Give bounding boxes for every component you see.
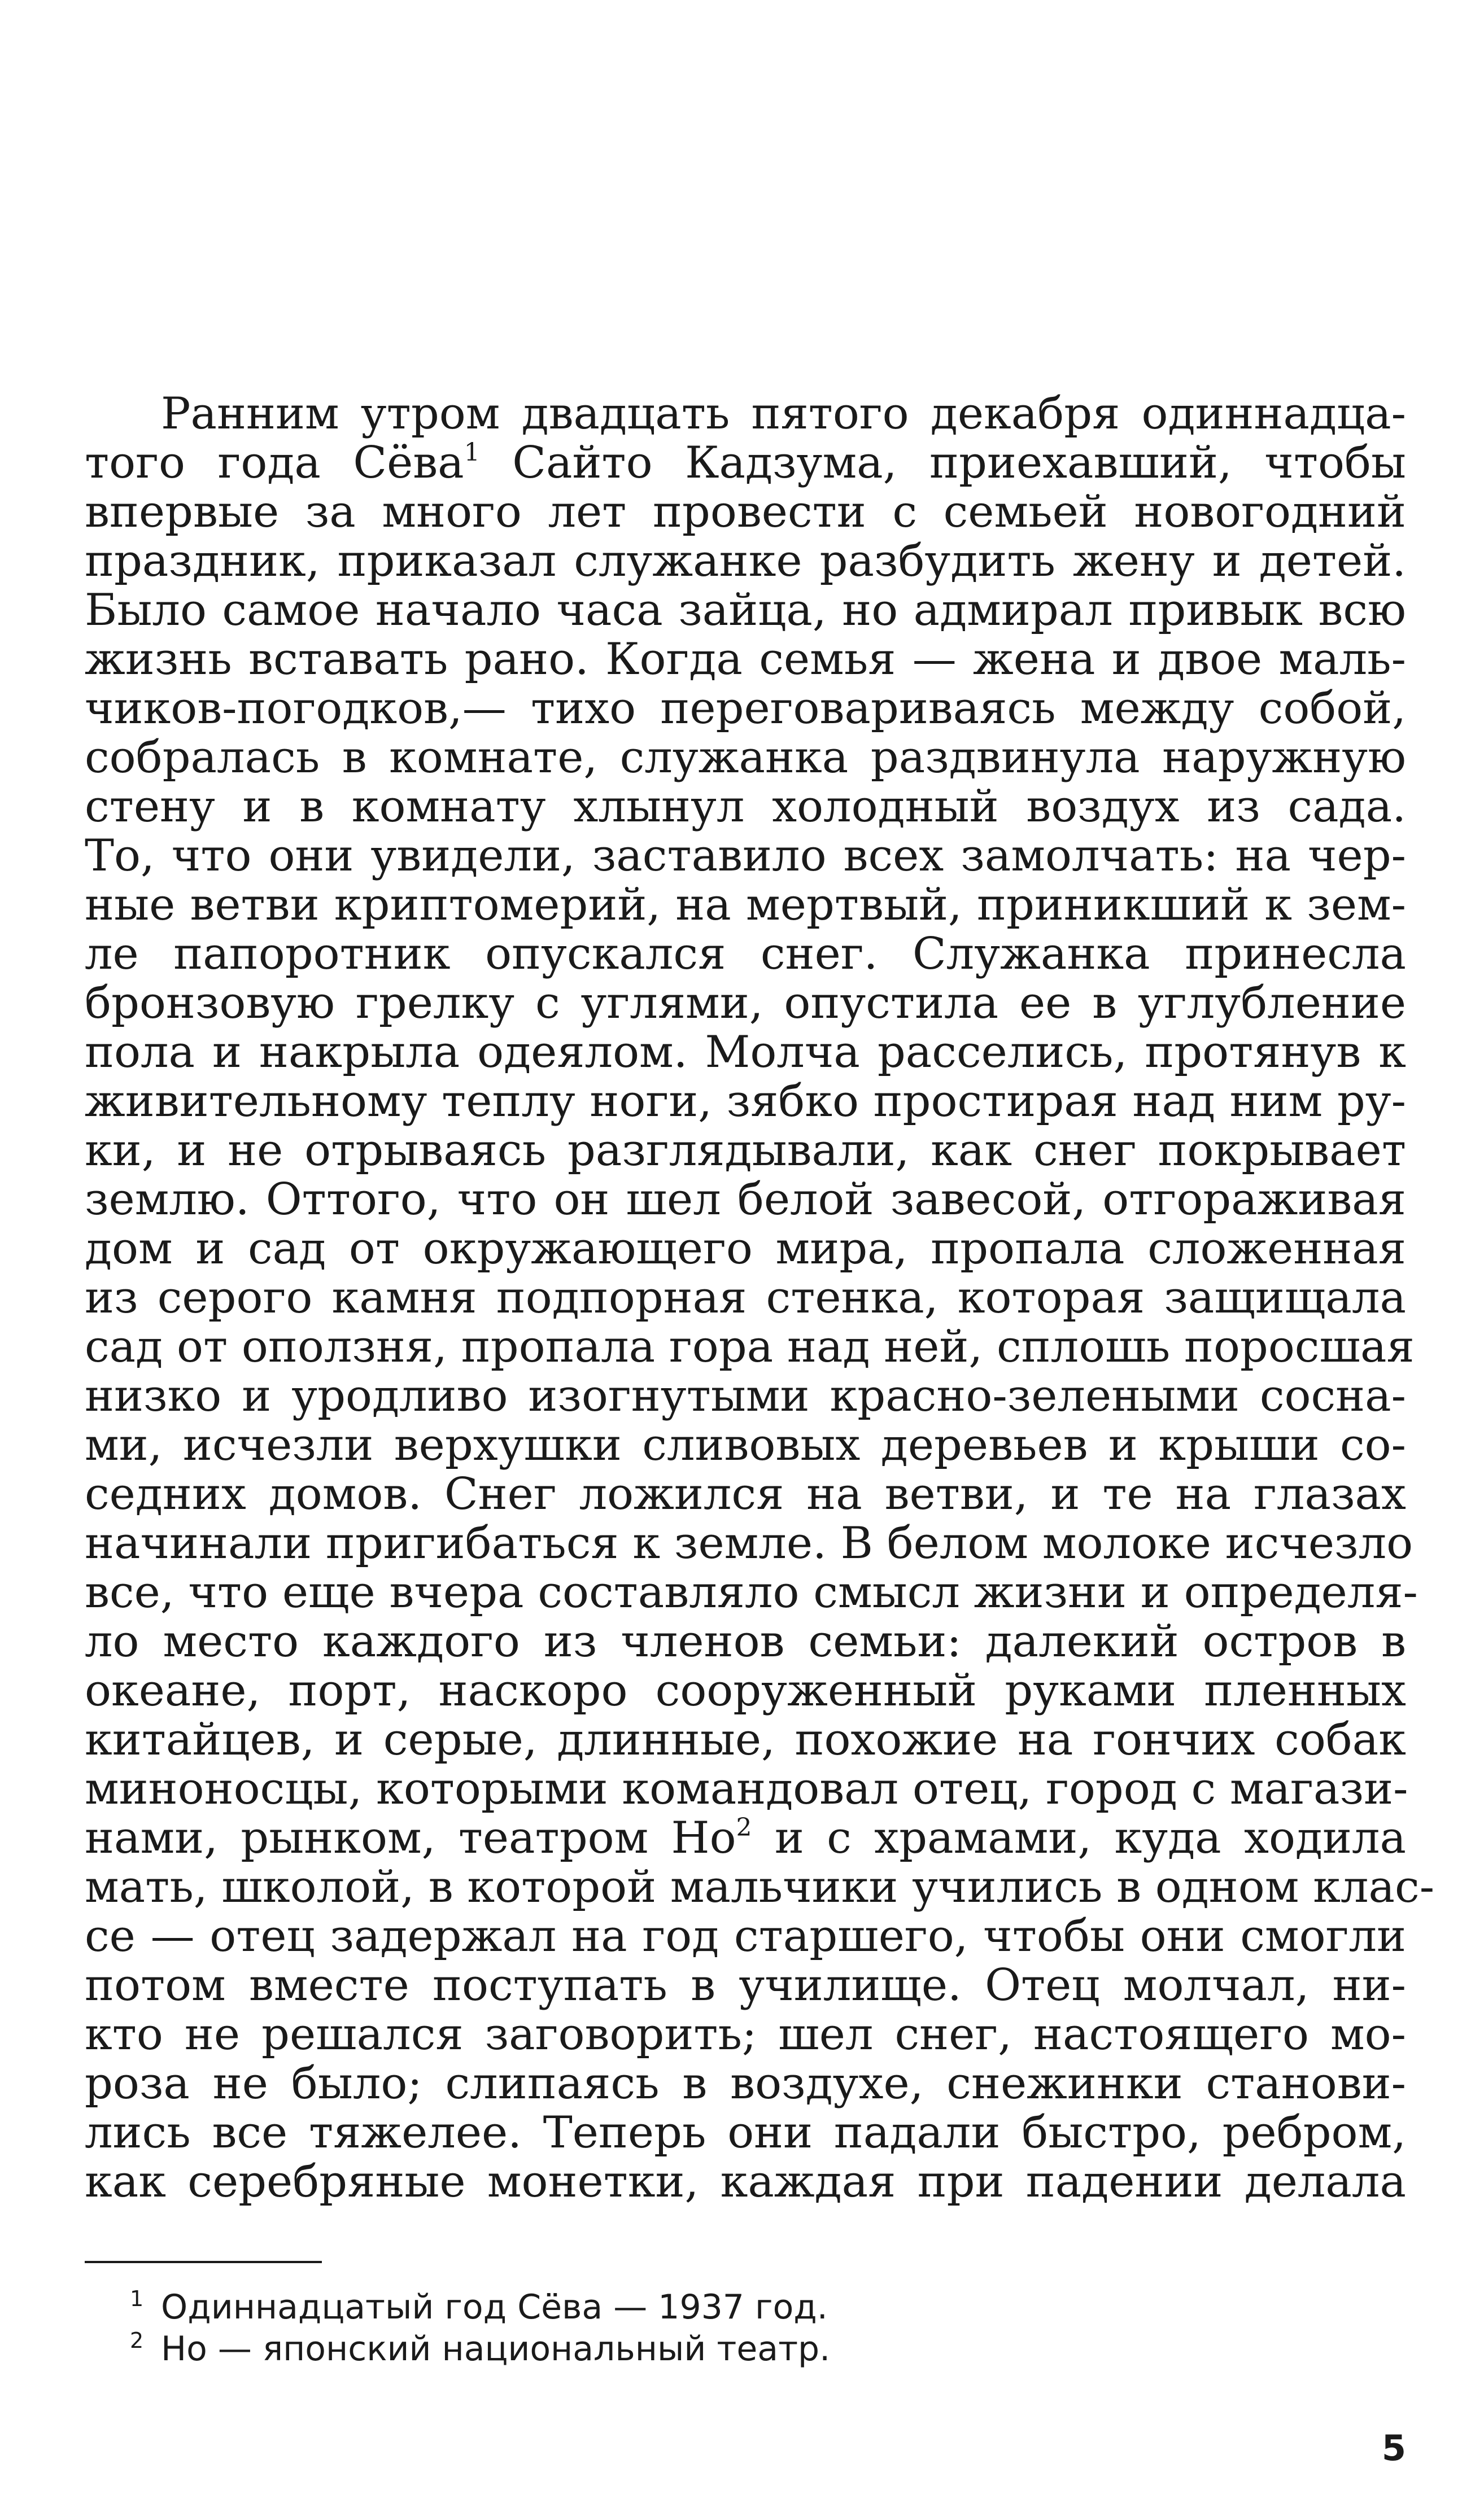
footnotes: [130, 2286, 1347, 2370]
footnote-text: Одиннадцатый год Сёва — 1937 год.: [161, 2287, 828, 2327]
text-line-with-footnote-2: нами, рынком, театром Но$^2$ и с храмами, куда ходила: [85, 1813, 1406, 1863]
text-line: как серебряные монетки, каждая при падении делала: [85, 2156, 1406, 2207]
text-line: собралась в комнате, служанка раздвинула наружную: [85, 732, 1406, 783]
text-line: сад от оползня, пропала гора над ней, сплошь поросшая: [85, 1322, 1415, 1372]
text-line: живительному теплу ноги, зябко простирая над ним ру-: [85, 1076, 1406, 1127]
text-line: ло место каждого из членов семьи: далекий остров в: [85, 1616, 1406, 1667]
text-line-with-footnote-1: того года Сёва$^1$ Сайто Кадзума, приехавший, чтобы: [85, 438, 1407, 488]
text-line: праздник, приказал служанке разбудить жену и детей.: [85, 536, 1406, 587]
page-number: 5: [1381, 2427, 1406, 2469]
text-line: ки, и не отрываясь разглядывали, как снег покрывает: [85, 1125, 1406, 1176]
text-line: землю. Оттого, что он шел белой завесой, отгораживая: [85, 1174, 1406, 1225]
text-line: ми, исчезли верхушки сливовых деревьев и крыши со-: [85, 1420, 1406, 1471]
text-line: жизнь вставать рано. Когда семья — жена и двое маль-: [85, 634, 1406, 685]
text-line: То, что они увидели, заставило всех замолчать: на чер-: [85, 830, 1406, 881]
text-line: кто не решался заговорить; шел снег, настоящего мо-: [85, 2009, 1406, 2060]
text-line: пола и накрыла одеялом. Молча расселись, протянув к: [85, 1027, 1406, 1078]
text-line: миноносцы, которыми командовал отец, город с магази-: [85, 1764, 1408, 1814]
text-line: ле папоротник опускался снег. Служанка принесла: [85, 929, 1406, 979]
text-line: седних домов. Снег ложился на ветви, и те на глазах: [85, 1469, 1406, 1520]
text-line: китайцев, и серые, длинные, похожие на гончих собак: [85, 1714, 1406, 1765]
text-line: стену и в комнату хлынул холодный воздух из сада.: [85, 781, 1406, 832]
footnote-2: 2 Но — японский национальный театр.: [130, 2328, 831, 2369]
footnote-ref-2: 2: [736, 1813, 752, 1842]
text-line: из серого камня подпорная стенка, которая защищала: [85, 1272, 1406, 1323]
text-line: океане, порт, наскоро сооруженный руками пленных: [85, 1665, 1406, 1716]
footnote-ref-1: 1: [464, 438, 480, 467]
text-line: се — отец задержал на год старшего, чтобы они смогли: [85, 1911, 1406, 1962]
footnote-1: 1 Одиннадцатый год Сёва — 1937 год.: [130, 2286, 828, 2327]
main-text: [85, 388, 1435, 2207]
text-line: Ранним утром двадцать пятого декабря одиннадца-: [161, 388, 1406, 439]
text-line: роза не было; слипаясь в воздухе, снежинки станови-: [85, 2058, 1406, 2109]
text-line: бронзовую грелку с углями, опустила ее в углубление: [85, 978, 1406, 1029]
text-line: низко и уродливо изогнутыми красно-зелеными сосна-: [85, 1371, 1406, 1421]
text-line: ные ветви криптомерий, на мертвый, приникший к зем-: [85, 880, 1406, 930]
text-line: все, что еще вчера составляло смысл жизни и определя-: [85, 1567, 1418, 1618]
footnote-divider: [85, 2261, 322, 2263]
text-line: чиков-погодков,— тихо переговариваясь между собой,: [85, 683, 1406, 734]
text-line: впервые за много лет провести с семьей новогодний: [85, 487, 1406, 537]
text-line: мать, школой, в которой мальчики учились в одном клас-: [85, 1862, 1435, 1913]
text-line: лись все тяжелее. Теперь они падали быстро, ребром,: [85, 2107, 1406, 2158]
text-line: Было самое начало часа зайца, но адмирал привык всю: [85, 585, 1406, 636]
footnote-text: Но — японский национальный театр.: [161, 2329, 831, 2369]
text-line: начинали пригибаться к земле. В белом молоке исчезло: [85, 1518, 1413, 1569]
text-line: дом и сад от окружающего мира, пропала сложенная: [85, 1223, 1406, 1274]
text-line: потом вместе поступать в училище. Отец молчал, ни-: [85, 1960, 1406, 2011]
